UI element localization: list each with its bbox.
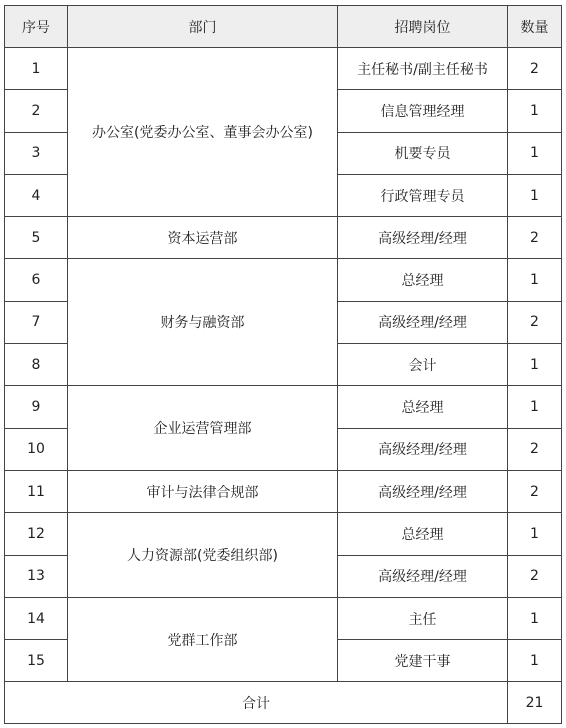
table-row bbox=[5, 259, 562, 301]
header-qty: 数量 bbox=[508, 6, 562, 48]
row-number: 7 bbox=[5, 301, 68, 343]
position-cell: 行政管理专员 bbox=[338, 174, 508, 216]
row-number: 10 bbox=[5, 428, 68, 470]
table-row bbox=[5, 597, 562, 639]
position-cell: 信息管理经理 bbox=[338, 90, 508, 132]
position-cell: 高级经理/经理 bbox=[338, 301, 508, 343]
department-cell: 人力资源部(党委组织部) bbox=[68, 513, 338, 598]
position-cell: 高级经理/经理 bbox=[338, 217, 508, 259]
row-number: 5 bbox=[5, 217, 68, 259]
quantity-cell: 2 bbox=[508, 470, 562, 512]
quantity-cell: 2 bbox=[508, 217, 562, 259]
recruitment-table bbox=[4, 5, 562, 724]
quantity-cell: 1 bbox=[508, 174, 562, 216]
quantity-cell: 1 bbox=[508, 597, 562, 639]
department-cell: 办公室(党委办公室、董事会办公室) bbox=[68, 48, 338, 217]
quantity-cell: 2 bbox=[508, 301, 562, 343]
position-cell: 党建干事 bbox=[338, 640, 508, 682]
quantity-cell: 1 bbox=[508, 640, 562, 682]
table-row bbox=[5, 470, 562, 512]
position-cell: 总经理 bbox=[338, 386, 508, 428]
total-label: 合计 bbox=[5, 682, 508, 724]
quantity-cell: 1 bbox=[508, 90, 562, 132]
department-cell: 企业运营管理部 bbox=[68, 386, 338, 471]
position-cell: 机要专员 bbox=[338, 132, 508, 174]
header-post: 招聘岗位 bbox=[338, 6, 508, 48]
department-cell: 党群工作部 bbox=[68, 597, 338, 682]
position-cell: 高级经理/经理 bbox=[338, 555, 508, 597]
row-number: 2 bbox=[5, 90, 68, 132]
row-number: 11 bbox=[5, 470, 68, 512]
position-cell: 会计 bbox=[338, 344, 508, 386]
quantity-cell: 1 bbox=[508, 513, 562, 555]
position-cell: 主任 bbox=[338, 597, 508, 639]
row-number: 14 bbox=[5, 597, 68, 639]
department-cell: 审计与法律合规部 bbox=[68, 470, 338, 512]
row-number: 12 bbox=[5, 513, 68, 555]
table-row bbox=[5, 217, 562, 259]
quantity-cell: 1 bbox=[508, 259, 562, 301]
total-qty: 21 bbox=[508, 682, 562, 724]
row-number: 4 bbox=[5, 174, 68, 216]
position-cell: 高级经理/经理 bbox=[338, 428, 508, 470]
department-cell: 资本运营部 bbox=[68, 217, 338, 259]
header-dept: 部门 bbox=[68, 6, 338, 48]
position-cell: 主任秘书/副主任秘书 bbox=[338, 48, 508, 90]
table-row bbox=[5, 386, 562, 428]
quantity-cell: 1 bbox=[508, 132, 562, 174]
table-row bbox=[5, 48, 562, 90]
row-number: 9 bbox=[5, 386, 68, 428]
position-cell: 总经理 bbox=[338, 259, 508, 301]
row-number: 3 bbox=[5, 132, 68, 174]
quantity-cell: 1 bbox=[508, 386, 562, 428]
table-body bbox=[5, 48, 562, 682]
department-cell: 财务与融资部 bbox=[68, 259, 338, 386]
row-number: 1 bbox=[5, 48, 68, 90]
quantity-cell: 2 bbox=[508, 48, 562, 90]
quantity-cell: 2 bbox=[508, 555, 562, 597]
position-cell: 总经理 bbox=[338, 513, 508, 555]
position-cell: 高级经理/经理 bbox=[338, 470, 508, 512]
row-number: 13 bbox=[5, 555, 68, 597]
row-number: 15 bbox=[5, 640, 68, 682]
quantity-cell: 2 bbox=[508, 428, 562, 470]
header-row bbox=[5, 6, 562, 48]
total-row bbox=[5, 682, 562, 724]
quantity-cell: 1 bbox=[508, 344, 562, 386]
row-number: 6 bbox=[5, 259, 68, 301]
row-number: 8 bbox=[5, 344, 68, 386]
table-row bbox=[5, 513, 562, 555]
header-no: 序号 bbox=[5, 6, 68, 48]
